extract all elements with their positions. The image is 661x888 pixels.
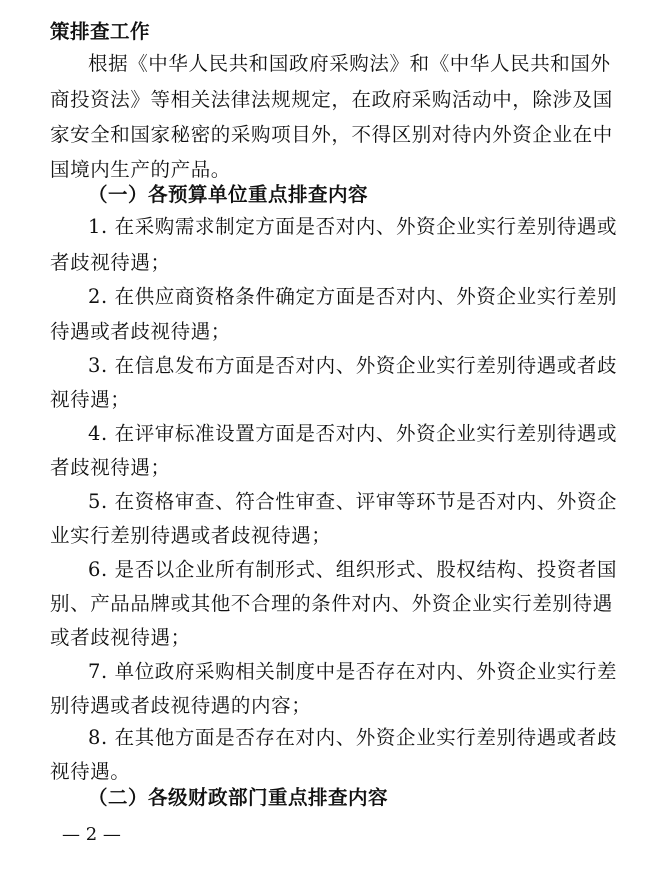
item-7-line-2: 别待遇或者歧视待遇的内容；: [50, 694, 312, 717]
item-1-line-2: 者歧视待遇；: [50, 251, 171, 274]
item-1-line-1: 1. 在采购需求制定方面是否对内、外资企业实行差别待遇或: [88, 215, 618, 238]
intro-line-1: 根据《中华人民共和国政府采购法》和《中华人民共和国外: [88, 52, 611, 75]
item-7-line-1: 7. 单位政府采购相关制度中是否存在对内、外资企业实行差: [88, 660, 618, 683]
intro-line-4: 国境内生产的产品。: [50, 158, 231, 181]
item-2-line-1: 2. 在供应商资格条件确定方面是否对内、外资企业实行差别: [88, 285, 618, 308]
section-2-title: （二）各级财政部门重点排查内容: [88, 786, 389, 809]
item-5-line-1: 5. 在资格审查、符合性审查、评审等环节是否对内、外资企: [88, 490, 618, 513]
section-1-title: （一）各预算单位重点排查内容: [88, 183, 369, 206]
item-4-line-1: 4. 在评审标准设置方面是否对内、外资企业实行差别待遇或: [88, 422, 618, 445]
item-8-line-1: 8. 在其他方面是否存在对内、外资企业实行差别待遇或者歧: [88, 726, 618, 749]
section-heading-continuation: 策排查工作: [50, 20, 151, 43]
item-6-line-3: 或者歧视待遇；: [50, 626, 191, 649]
item-5-line-2: 业实行差别待遇或者歧视待遇；: [50, 524, 332, 547]
item-2-line-2: 待遇或者歧视待遇；: [50, 320, 231, 343]
intro-line-3: 家安全和国家秘密的采购项目外，不得区别对待内外资企业在中: [50, 123, 613, 146]
item-8-line-2: 视待遇。: [50, 760, 131, 783]
item-3-line-2: 视待遇；: [50, 388, 131, 411]
item-6-line-2: 别、产品品牌或其他不合理的条件对内、外资企业实行差别待遇: [50, 592, 613, 615]
item-4-line-2: 者歧视待遇；: [50, 456, 171, 479]
page-number: — 2 —: [62, 824, 121, 845]
intro-line-2: 商投资法》等相关法律法规规定，在政府采购活动中，除涉及国: [50, 88, 613, 111]
item-3-line-1: 3. 在信息发布方面是否对内、外资企业实行差别待遇或者歧: [88, 354, 618, 377]
item-6-line-1: 6. 是否以企业所有制形式、组织形式、股权结构、投资者国: [88, 558, 618, 581]
